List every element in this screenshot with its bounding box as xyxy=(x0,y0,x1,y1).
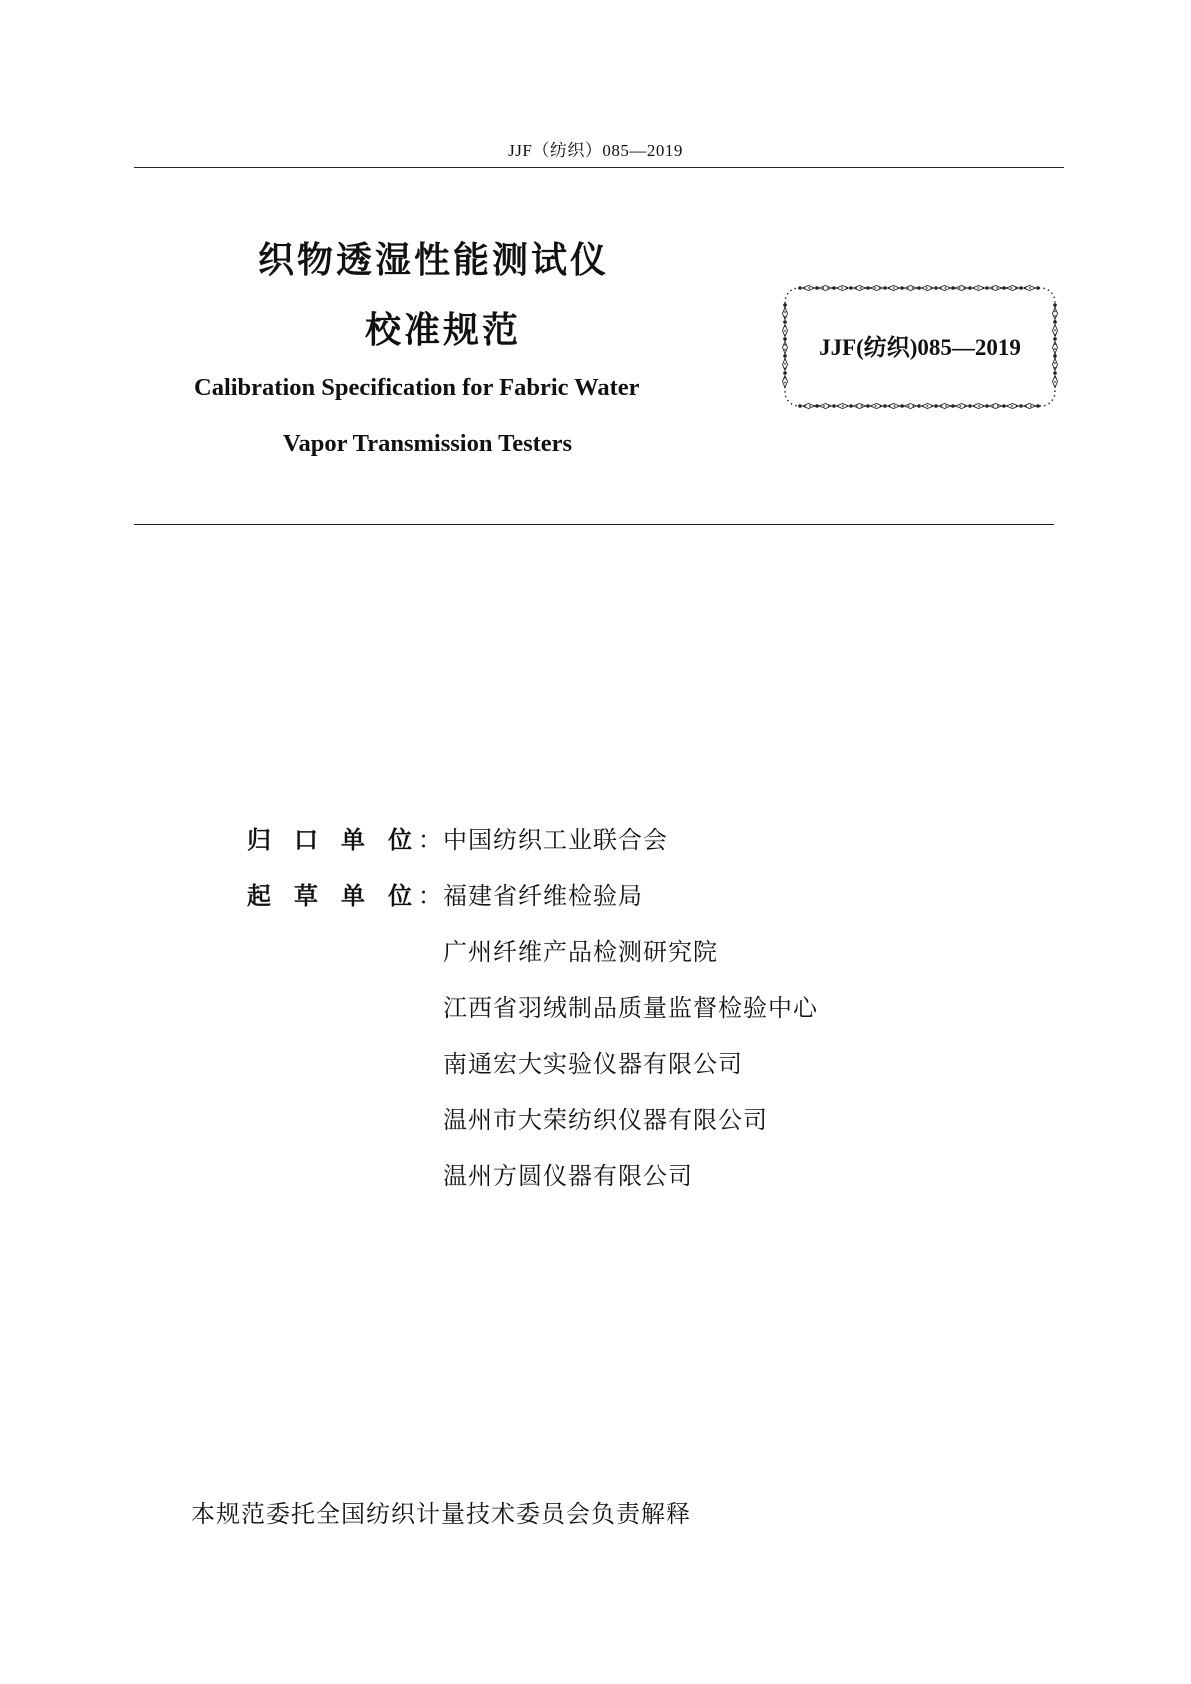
title-en-line2: Vapor Transmission Testers xyxy=(283,430,573,457)
border-diamond xyxy=(990,404,1002,409)
border-diamond xyxy=(1007,286,1019,291)
border-dot xyxy=(883,404,887,408)
border-dot xyxy=(1002,286,1006,290)
title-rule xyxy=(134,524,1054,525)
border-dot xyxy=(1019,286,1023,290)
label-char: 单 xyxy=(341,826,365,854)
border-dot xyxy=(1053,371,1057,375)
border-dot xyxy=(832,286,836,290)
border-dot xyxy=(1036,286,1040,290)
border-dot xyxy=(900,286,904,290)
border-diamond xyxy=(905,404,917,409)
border-dot xyxy=(900,404,904,408)
border-dot xyxy=(1053,320,1057,324)
border-dot xyxy=(783,371,787,375)
border-dot xyxy=(1019,404,1023,408)
document-code-box xyxy=(782,285,1058,409)
drafting-unit-value: 温州市大荣纺织仪器有限公司 xyxy=(443,1106,768,1134)
border-dot xyxy=(934,286,938,290)
code-box-text: JJF(纺织)085—2019 xyxy=(819,335,1021,360)
border-dot xyxy=(1002,404,1006,408)
responsible-unit-label xyxy=(247,820,442,855)
border-diamond xyxy=(783,308,788,320)
header-code-text: JJF（纺织）085—2019 xyxy=(508,141,683,160)
responsible-unit-value: 中国纺织工业联合会 xyxy=(443,826,668,854)
border-dot xyxy=(798,286,802,290)
border-diamond xyxy=(905,286,917,291)
border-dot xyxy=(951,404,955,408)
border-dot xyxy=(866,404,870,408)
label-char: 起 xyxy=(247,882,271,910)
border-dot xyxy=(783,320,787,324)
title-cn-line2: 校准规范 xyxy=(365,310,522,351)
border-dot xyxy=(951,286,955,290)
border-diamond xyxy=(956,404,968,409)
label-char: 位 xyxy=(388,882,412,910)
border-dot xyxy=(866,286,870,290)
border-diamond xyxy=(820,286,832,291)
interpretation-note: 本规范委托全国纺织计量技术委员会负责解释 xyxy=(191,1500,691,1528)
border-dot xyxy=(849,286,853,290)
label-colon: ： xyxy=(418,826,442,854)
drafting-unit-value: 广州纤维产品检测研究院 xyxy=(443,938,718,966)
border-dot xyxy=(968,404,972,408)
drafting-unit-value: 温州方圆仪器有限公司 xyxy=(443,1162,693,1190)
label-char: 草 xyxy=(294,882,318,910)
border-dot xyxy=(883,286,887,290)
label-colon: ： xyxy=(418,882,442,910)
drafting-unit-label xyxy=(247,876,442,911)
border-dot xyxy=(832,404,836,408)
border-diamond xyxy=(820,404,832,409)
border-dot xyxy=(968,286,972,290)
border-dot xyxy=(783,303,787,307)
drafting-unit-value: 福建省纤维检验局 xyxy=(443,882,643,910)
border-dot xyxy=(917,286,921,290)
border-dot xyxy=(985,286,989,290)
border-diamond xyxy=(990,286,1002,291)
header-rule xyxy=(134,167,1064,168)
border-dot xyxy=(934,404,938,408)
border-diamond xyxy=(854,286,866,291)
border-diamond xyxy=(939,404,951,409)
border-dot xyxy=(1036,404,1040,408)
drafting-unit-value: 江西省羽绒制品质量监督检验中心 xyxy=(443,994,818,1022)
title-cn-line1: 织物透湿性能测试仪 xyxy=(258,240,610,281)
border-dot xyxy=(985,404,989,408)
drafting-unit-value: 南通宏大实验仪器有限公司 xyxy=(443,1050,743,1078)
border-diamond xyxy=(1053,308,1058,320)
label-char: 归 xyxy=(247,826,271,854)
border-dot xyxy=(815,404,819,408)
border-dot xyxy=(917,404,921,408)
title-en-line1: Calibration Specification for Fabric Water xyxy=(194,374,640,401)
border-diamond xyxy=(871,286,883,291)
border-dot xyxy=(849,404,853,408)
label-char: 口 xyxy=(294,826,318,854)
border-dot xyxy=(815,286,819,290)
border-dot xyxy=(798,404,802,408)
border-diamond xyxy=(956,286,968,291)
label-char: 单 xyxy=(341,882,365,910)
running-header-code xyxy=(0,136,1191,161)
label-char: 位 xyxy=(388,826,412,854)
border-diamond xyxy=(854,404,866,409)
border-dot xyxy=(1053,303,1057,307)
